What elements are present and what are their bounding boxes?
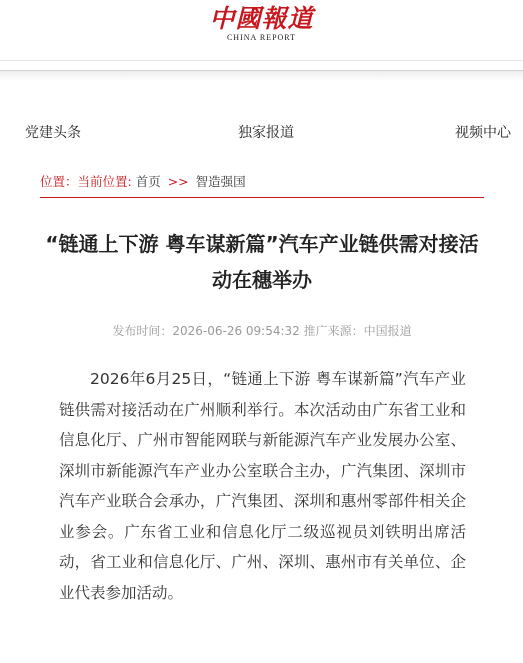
article-body: 2026年6月25日，“链通上下游 粤车谋新篇”汽车产业链供需对接活动在广州顺利举行。本次活动由广东省工业和信息化厅、广州市智能网联与新能源汽车产业发展办公室、深圳市新能源汽车产业办公室联合主办，广汽集团、深圳市汽车产业联合会承办，广汽集团、深圳和惠州零部件相关企业参会。广东省工业和信息化厅二级巡视员刘铁明出席活动，省工业和信息化厅、广州、深圳、惠州市有关单位、企业代表参加活动。 (59, 370, 466, 602)
breadcrumb-prefix: 位置：当前位置: (40, 174, 132, 189)
main-nav (0, 122, 523, 142)
site-logo[interactable] (0, 4, 523, 43)
logo-english-text: CHINA REPORT (226, 33, 297, 42)
header-shadow (0, 71, 523, 81)
breadcrumb-current-link[interactable]: 智造强国 (195, 174, 246, 189)
breadcrumb (40, 172, 246, 190)
breadcrumb-home-link[interactable]: 首页 (135, 174, 161, 189)
nav-item-exclusive-reports[interactable]: 独家报道 (238, 125, 294, 141)
breadcrumb-separator: >> (167, 174, 189, 189)
nav-item-video-center[interactable]: 视频中心 (455, 125, 511, 141)
logo-chinese-text: 中國報道 (209, 4, 314, 33)
header-divider-top (0, 60, 523, 61)
article-title: “链通上下游 粤车谋新篇”汽车产业链供需对接活动在穗举办 (45, 232, 479, 292)
article-meta: 发布时间：2026-06-26 09:54:32 推广来源：中国报道 (112, 324, 412, 338)
breadcrumb-underline (40, 197, 484, 198)
nav-item-party-headlines[interactable]: 党建头条 (25, 125, 81, 141)
